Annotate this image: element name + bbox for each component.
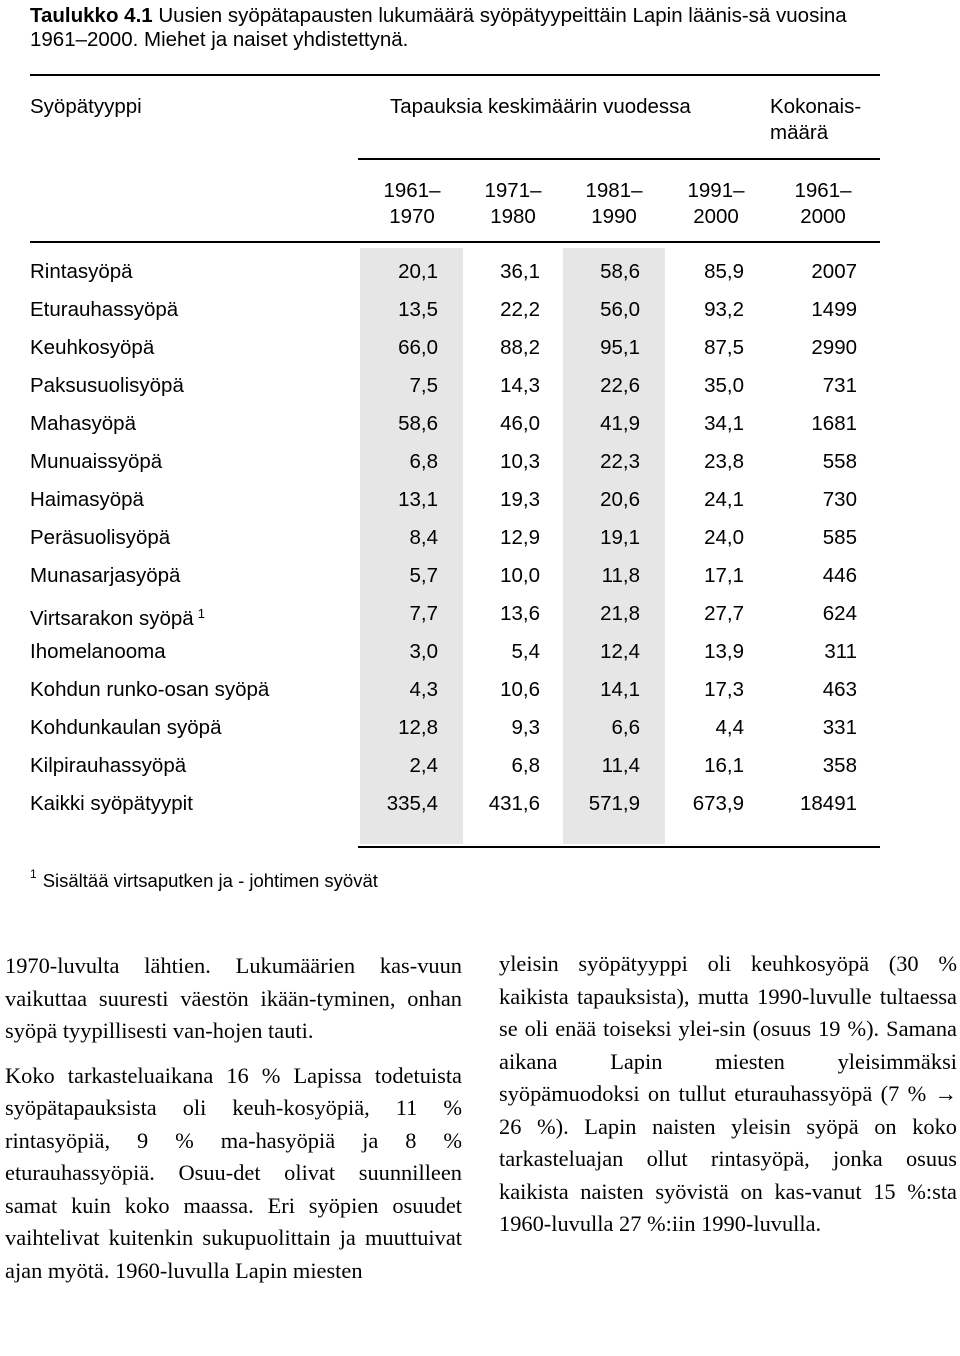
row-name: Peräsuolisyöpä: [30, 526, 171, 549]
cell-1991-2000: 24,0: [704, 526, 744, 549]
cell-1991-2000: 24,1: [704, 488, 744, 511]
row-name: Kilpirauhassyöpä: [30, 754, 187, 777]
cell-total: 2007: [811, 260, 857, 283]
paragraph: Koko tarkasteluaikana 16 % Lapissa todetuista syöpätapauksista oli keuh-kosyöpiä, 11 % rintasyöpiä, 9 % ma-hasyöpiä ja 8 % eturauhassyöpiä. Osuu-det olivat suunnilleen samat kuin koko maassa. Eri syöpien osuudet vaihtelivat kuitenkin sukupuolittain ja muuttuivat ajan myötä. 1960-luvulla Lapin miesten: [5, 1062, 462, 1283]
cell-1991-2000: 673,9: [692, 792, 744, 815]
table-row: [0, 254, 960, 292]
cell-total: 731: [822, 374, 857, 397]
cell-1981-1990: 571,9: [588, 792, 640, 815]
caption-text: Uusien syöpätapausten lukumäärä syöpätyypeittäin Lapin läänis-sä vuosina 1961–2000. Miehet ja naiset yhdistettynä.: [30, 4, 847, 51]
cell-1961-1970: 58,6: [398, 412, 438, 435]
table-bottom-rule: [358, 846, 880, 848]
period-1971-1980: 1971– 1980: [484, 179, 542, 228]
cell-total: 446: [822, 564, 857, 587]
cell-1971-1980: 12,9: [500, 526, 540, 549]
cell-1961-1970: 12,8: [398, 716, 438, 739]
paragraph: 1970-luvulta lähtien. Lukumäärien kas-vuun vaikuttaa suuresti väestön ikään-tyminen, onhan syöpä tyypillisesti van-hojen tauti.: [5, 953, 462, 1043]
row-name: Haimasyöpä: [30, 488, 144, 511]
cell-1971-1980: 13,6: [500, 602, 540, 625]
cell-1971-1980: 14,3: [500, 374, 540, 397]
cell-1961-1970: 8,4: [409, 526, 438, 549]
table-row: [0, 482, 960, 520]
cell-1981-1990: 95,1: [600, 336, 640, 359]
footnote-number: 1: [30, 867, 37, 881]
cell-1971-1980: 46,0: [500, 412, 540, 435]
row-name: Kaikki syöpätyypit: [30, 792, 193, 815]
cell-1971-1980: 19,3: [500, 488, 540, 511]
cell-1981-1990: 11,4: [601, 754, 640, 777]
row-name: Eturauhassyöpä: [30, 298, 179, 321]
table-row: [0, 368, 960, 406]
cell-1981-1990: 11,8: [601, 564, 640, 587]
cell-1981-1990: 56,0: [600, 298, 640, 321]
avg-header-rule: [358, 158, 768, 160]
cell-1961-1970: 6,8: [409, 450, 438, 473]
cell-1961-1970: 13,1: [398, 488, 438, 511]
period-1961-2000: 1961– 2000: [794, 179, 852, 228]
cell-1981-1990: 14,1: [600, 678, 640, 701]
cell-total: 1499: [811, 298, 857, 321]
cell-total: 18491: [799, 792, 857, 815]
cell-total: 730: [822, 488, 857, 511]
cell-1991-2000: 16,1: [704, 754, 744, 777]
footnote-marker: 1: [197, 606, 205, 621]
row-name: Keuhkosyöpä: [30, 336, 155, 359]
table-row: [0, 558, 960, 596]
row-name: Munasarjasyöpä: [30, 564, 181, 587]
cell-1991-2000: 17,3: [704, 678, 744, 701]
row-name: Munuaissyöpä: [30, 450, 163, 473]
paragraph: yleisin syöpätyyppi oli keuhkosyöpä (30 % kaikista tapauksista), mutta 1990-luvulle tultaessa se oli enää toiseksi ylei-sin (osuus 19 %). Samana aikana Lapin miesten yleisimmäksi syöpämuodoksi on tullut eturauhassyöpä (7 % → 26 %). Lapin naisten yleisin syöpä on koko tarkasteluajan ollut rintasyöpä, jonka osuus kaikista naisten syövistä on kas-vanut 15 %:sta 1960-luvulla 27 %:iin 1990-luvulla.: [499, 951, 957, 1236]
cell-total: 585: [822, 526, 857, 549]
header-total: Kokonais- määrä: [770, 95, 862, 144]
cell-1971-1980: 6,8: [511, 754, 540, 777]
cell-1991-2000: 87,5: [704, 336, 744, 359]
cell-1981-1990: 21,8: [600, 602, 640, 625]
cell-1971-1980: 5,4: [511, 640, 540, 663]
table-row: [0, 444, 960, 482]
cell-1961-1970: 3,0: [409, 640, 438, 663]
cell-1961-1970: 335,4: [386, 792, 438, 815]
cell-1971-1980: 9,3: [511, 716, 540, 739]
table-row: [0, 520, 960, 558]
row-name: [30, 601, 205, 632]
cell-1991-2000: 34,1: [704, 412, 744, 435]
cell-1981-1990: 6,6: [611, 716, 640, 739]
cell-1991-2000: 85,9: [704, 260, 744, 283]
cell-1971-1980: 431,6: [488, 792, 540, 815]
cell-total: 311: [824, 640, 857, 663]
cell-1971-1980: 10,6: [500, 678, 540, 701]
footnote-text: Sisältää virtsaputken ja - johtimen syövät: [42, 870, 378, 891]
header-avg-per-year: Tapauksia keskimäärin vuodessa: [390, 95, 691, 118]
cell-1961-1970: 66,0: [398, 336, 438, 359]
cell-1971-1980: 36,1: [500, 260, 540, 283]
row-name: Paksusuolisyöpä: [30, 374, 184, 397]
table-top-rule: [30, 74, 880, 76]
table-row: [0, 292, 960, 330]
body-column-left: [5, 950, 462, 1299]
cell-1961-1970: 4,3: [409, 678, 438, 701]
cell-total: 1681: [811, 412, 857, 435]
cell-1961-1970: 13,5: [398, 298, 438, 321]
cell-1971-1980: 10,0: [500, 564, 540, 587]
table-row: [0, 748, 960, 786]
cell-1981-1990: 12,4: [600, 640, 640, 663]
cell-1991-2000: 13,9: [704, 640, 744, 663]
cell-1981-1990: 22,6: [600, 374, 640, 397]
table-row-total: [0, 786, 960, 824]
cell-1981-1990: 58,6: [600, 260, 640, 283]
cell-total: 2990: [811, 336, 857, 359]
cell-1961-1970: 5,7: [409, 564, 438, 587]
row-name: Kohdunkaulan syöpä: [30, 716, 222, 739]
header-bottom-rule: [30, 241, 880, 243]
cell-1961-1970: 7,7: [409, 602, 438, 625]
cell-1991-2000: 4,4: [715, 716, 744, 739]
cell-1981-1990: 22,3: [600, 450, 640, 473]
cell-total: 558: [822, 450, 857, 473]
cell-1981-1990: 19,1: [600, 526, 640, 549]
body-column-right: [499, 948, 957, 1253]
row-name: Rintasyöpä: [30, 260, 133, 283]
cell-1991-2000: 93,2: [704, 298, 744, 321]
cell-total: 331: [822, 716, 857, 739]
row-name: Ihomelanooma: [30, 640, 166, 663]
table-row: [0, 330, 960, 368]
row-name-text: Virtsarakon syöpä: [30, 607, 194, 630]
table-row: [0, 596, 960, 634]
cell-1991-2000: 27,7: [704, 602, 744, 625]
table-row: [0, 672, 960, 710]
period-1991-2000: 1991– 2000: [687, 179, 745, 228]
row-name: Mahasyöpä: [30, 412, 136, 435]
table-caption: [30, 4, 890, 52]
cell-1991-2000: 23,8: [704, 450, 744, 473]
cell-total: 358: [822, 754, 857, 777]
cell-1991-2000: 35,0: [704, 374, 744, 397]
table-footnote: [30, 862, 378, 893]
cell-1961-1970: 20,1: [398, 260, 438, 283]
table-row: [0, 406, 960, 444]
cell-total: 624: [822, 602, 857, 625]
header-cancer-type: Syöpätyyppi: [30, 95, 142, 118]
cell-1981-1990: 20,6: [600, 488, 640, 511]
cell-1971-1980: 22,2: [500, 298, 540, 321]
period-1981-1990: 1981– 1990: [585, 179, 643, 228]
cell-total: 463: [822, 678, 857, 701]
table-row: [0, 710, 960, 748]
cell-1971-1980: 88,2: [500, 336, 540, 359]
period-1961-1970: 1961– 1970: [383, 179, 441, 228]
caption-label: Taulukko 4.1: [30, 4, 153, 27]
total-header-rule: [768, 158, 880, 160]
cell-1961-1970: 7,5: [409, 374, 438, 397]
cell-1981-1990: 41,9: [600, 412, 640, 435]
cell-1971-1980: 10,3: [500, 450, 540, 473]
cell-1961-1970: 2,4: [409, 754, 438, 777]
table-row: [0, 634, 960, 672]
row-name: Kohdun runko-osan syöpä: [30, 678, 270, 701]
cell-1991-2000: 17,1: [704, 564, 744, 587]
